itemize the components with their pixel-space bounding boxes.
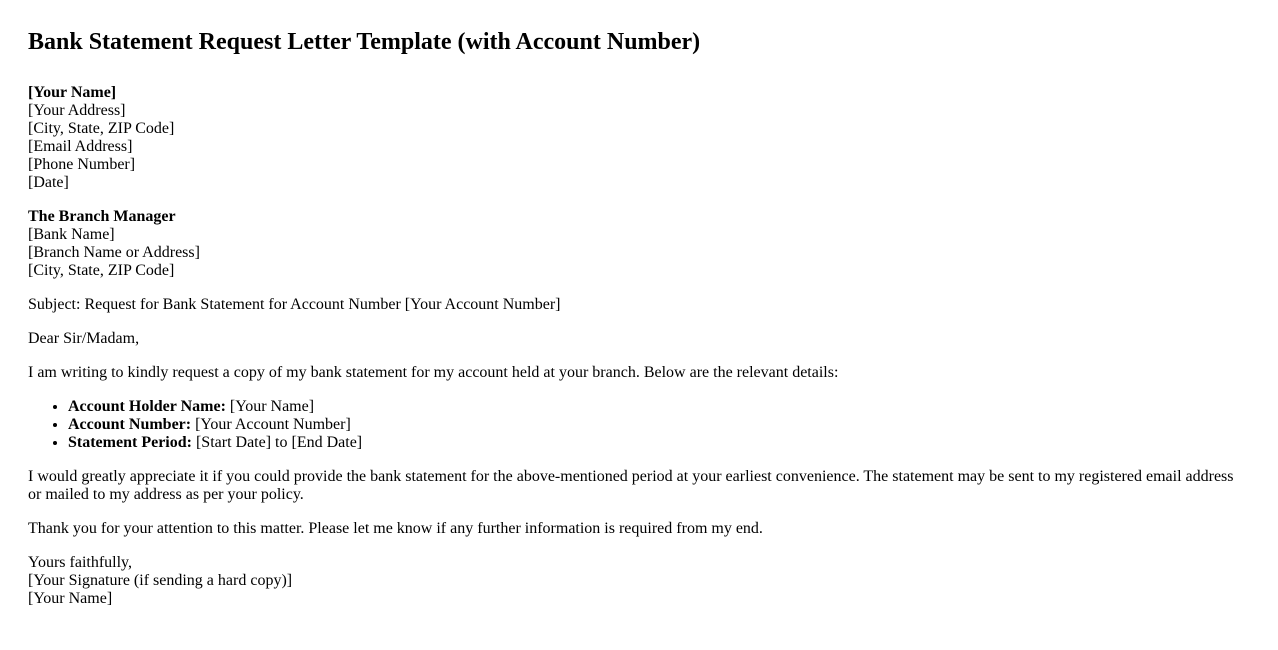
recipient-city: [City, State, ZIP Code] — [28, 262, 175, 279]
sender-date: [Date] — [28, 174, 69, 191]
list-item — [68, 416, 1250, 434]
detail-value: [Your Account Number] — [191, 416, 351, 433]
subject-line: Subject: Request for Bank Statement for Account Number [Your Account Number] — [28, 296, 561, 313]
sender-name: [Your Name] — [28, 84, 117, 101]
details-list — [28, 398, 1250, 452]
detail-value: [Your Name] — [225, 398, 315, 415]
sender-address: [Your Address] — [28, 102, 126, 119]
sender-block — [28, 84, 1250, 192]
intro-paragraph: I am writing to kindly request a copy of my bank statement for my account held at your branch. Below are the relevant details: — [28, 364, 839, 381]
salutation: Dear Sir/Madam, — [28, 330, 140, 347]
sender-city: [City, State, ZIP Code] — [28, 120, 175, 137]
list-item — [68, 398, 1250, 416]
signature-placeholder: [Your Signature (if sending a hard copy)] — [28, 572, 293, 589]
thanks-paragraph: Thank you for your attention to this matter. Please let me know if any further information is required from my end. — [28, 520, 763, 537]
list-item — [68, 434, 1250, 452]
detail-value: [Start Date] to [End Date] — [191, 434, 363, 451]
valediction: Yours faithfully, — [28, 554, 133, 571]
recipient-block — [28, 208, 1250, 280]
detail-label: Account Number: — [68, 416, 192, 433]
recipient-title: The Branch Manager — [28, 208, 176, 225]
closing-name: [Your Name] — [28, 590, 113, 607]
detail-label: Statement Period: — [68, 434, 192, 451]
recipient-branch: [Branch Name or Address] — [28, 244, 200, 261]
recipient-bank: [Bank Name] — [28, 226, 115, 243]
detail-label: Account Holder Name: — [68, 398, 226, 415]
page-title: Bank Statement Request Letter Template (with Account Number) — [28, 29, 701, 55]
sender-phone: [Phone Number] — [28, 156, 136, 173]
sender-email: [Email Address] — [28, 138, 133, 155]
closing-block — [28, 554, 1250, 608]
body-paragraph: I would greatly appreciate it if you could provide the bank statement for the above-mentioned period at your earliest convenience. The statement may be sent to my registered email address or mailed to my address as per your policy. — [28, 468, 1234, 503]
